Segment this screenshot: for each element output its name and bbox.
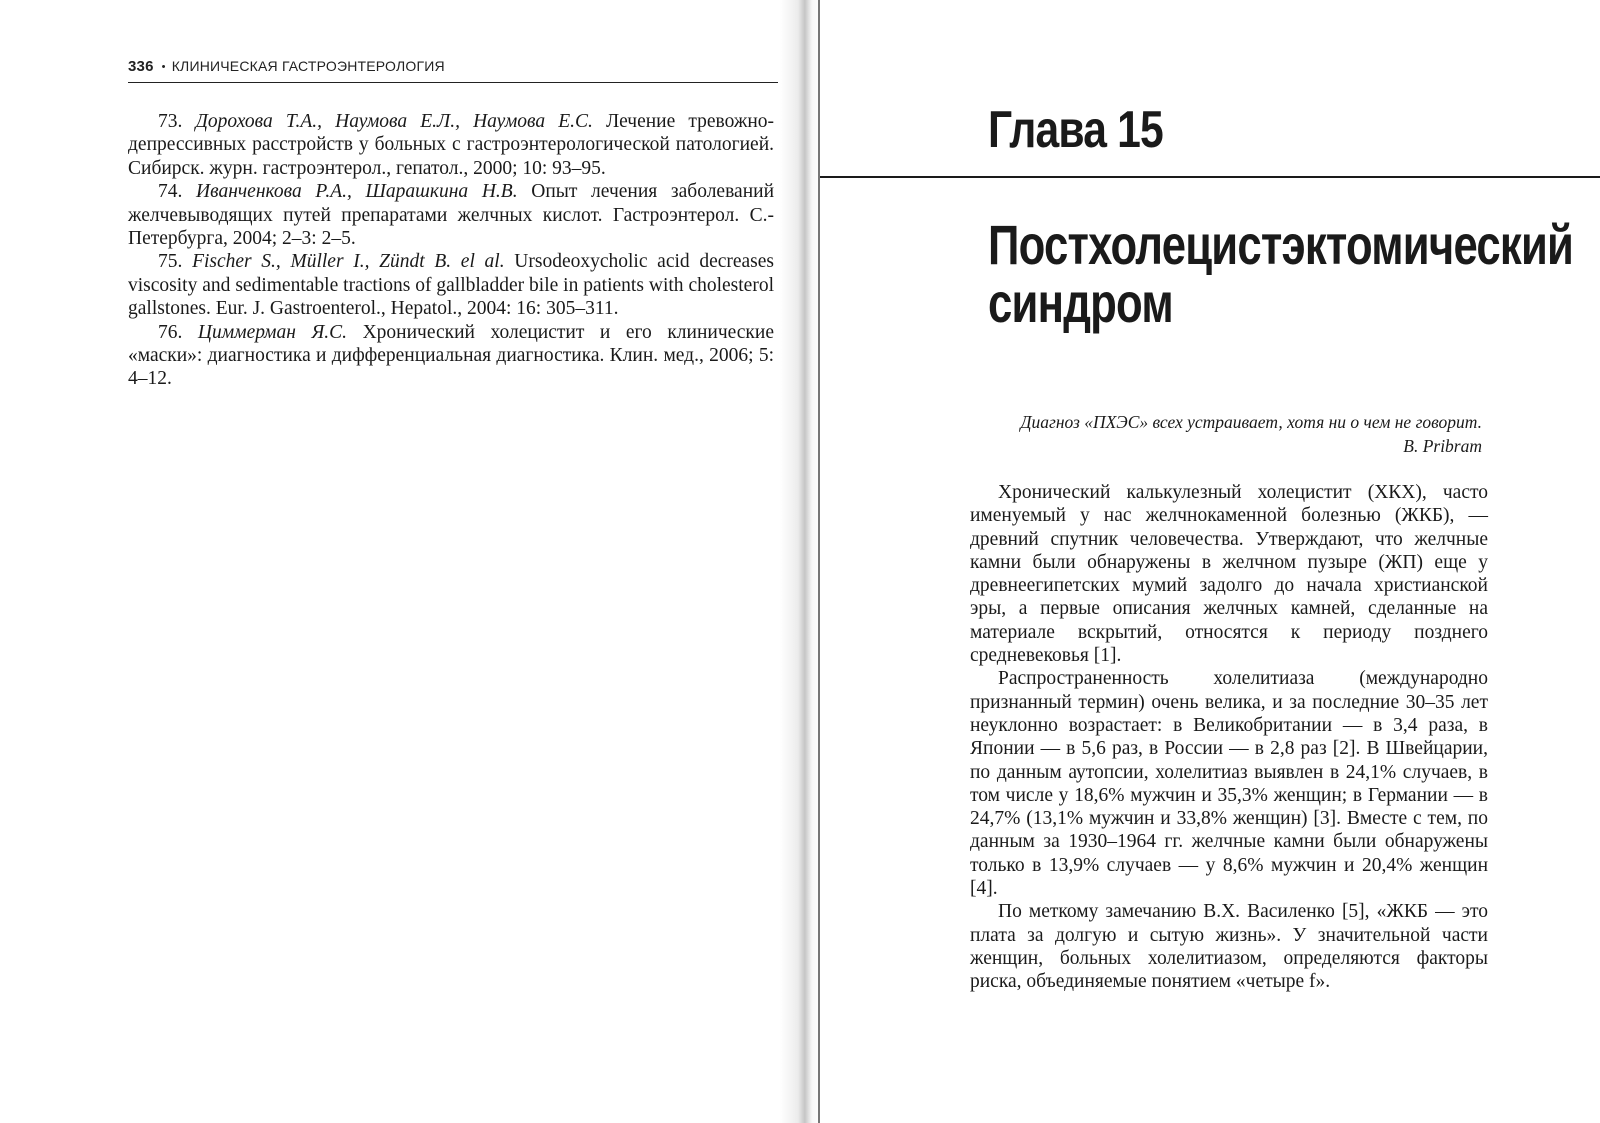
reference-number: 73. — [158, 111, 183, 132]
reference-number: 74. — [158, 181, 183, 203]
chapter-title-line: синдром — [988, 271, 1173, 334]
reference-item — [128, 250, 774, 320]
bullet-separator: • — [161, 61, 166, 73]
reference-text: Лечение тревожно-депрессивных расстройств у больных с гастроэнтерологической патологией. Сибирск. журн. гастроэнтерол., гепатол., 2000; 10: 93–95. — [128, 111, 775, 179]
epigraph-author: B. Pribram — [1403, 436, 1482, 456]
reference-item — [128, 110, 774, 180]
reference-text: Опыт лечения заболеваний желчевыводящих путей препаратами желчных кислот. Гастроэнтерол. С.-Петербурга, 2004; 2–3: 2–5. — [128, 181, 774, 250]
chapter-label: Глава 15 — [988, 101, 1163, 159]
reference-item — [128, 321, 774, 391]
left-page — [0, 0, 790, 1123]
book-title: КЛИНИЧЕСКАЯ ГАСТРОЭНТЕРОЛОГИЯ — [171, 58, 445, 74]
body-paragraph: Хронический калькулезный холецистит (ХКХ), часто именуемый у нас желчнокаменной болезнью (ЖКБ), — древний спутник человечества. Утверждают, что желчные камни были обнаружены в желчном пузыре (ЖП) еще у древнеегипетских мумий задолго до начала христианской эры, а первые описания желчных камней, сделанные на материале вскрытий, относятся к периоду позднего средневековья [1]. — [970, 482, 1488, 667]
epigraph-quote: Диагноз «ПХЭС» всех устраивает, хотя ни о чем не говорит. — [1020, 412, 1482, 432]
reference-number: 76. — [158, 321, 183, 343]
reference-authors: Fischer S., Müller I., Zündt B. el al. — [192, 251, 505, 273]
reference-text: Хронический холецистит и его клинические «маски»: диагностика и дифференциальная диагностика. Клин. мед., 2006; 5: 4–12. — [128, 321, 774, 390]
reference-number: 75. — [158, 251, 183, 273]
chapter-body — [970, 481, 1488, 994]
reference-list — [128, 110, 774, 391]
body-paragraph: По меткому замечанию В.Х. Василенко [5], «ЖКБ — это плата за долгую и сытую жизнь». У значительной части женщин, больных холелитиазом, определяются факторы риска, объединяемые понятием «четыре f». — [970, 901, 1488, 993]
reference-item — [128, 180, 774, 250]
epigraph — [970, 410, 1482, 458]
reference-authors: Циммерман Я.С. — [197, 321, 348, 343]
reference-text: Ursodeoxycholic acid decreases viscosity and sedimentable tractions of gallbladder bile in patients with cholesterol gallstones. Eur. J. Gastroenterol., Hepatol., 2004: 16: 305–311. — [128, 251, 775, 320]
right-page — [820, 0, 1600, 1123]
body-paragraph: Распространенность холелитиаза (международно признанный термин) очень велика, и за последние 30–35 лет неуклонно возрастает: в Великобритании — в 3,4 раза, в Японии — в 5,6 раз, в России — в 2,8 раз [2]. В Швейцарии, по данным аутопсии, холелитиаз выявлен в 24,1% случаев, в том числе у 18,6% мужчин и 35,3% женщин; в Германии — в 24,7% (13,1% мужчин и 33,8% женщин) [3]. Вместе с тем, по данным за 1930–1964 гг. желчные камни были обнаружены только в 13,9% случаев — у 8,6% мужчин и 20,4% женщин [4]. — [970, 668, 1488, 900]
chapter-title — [988, 213, 1574, 334]
page-number: 336 — [128, 58, 154, 75]
reference-authors: Дорохова Т.А., Наумова Е.Л., Наумова Е.С. — [195, 111, 593, 132]
page-gutter-shadow — [780, 0, 820, 1123]
reference-authors: Иванченкова Р.А., Шарашкина Н.В. — [196, 181, 518, 203]
chapter-title-line: Постхолецистэктомический — [988, 213, 1574, 276]
running-head — [128, 56, 778, 83]
chapter-divider — [820, 176, 1600, 178]
